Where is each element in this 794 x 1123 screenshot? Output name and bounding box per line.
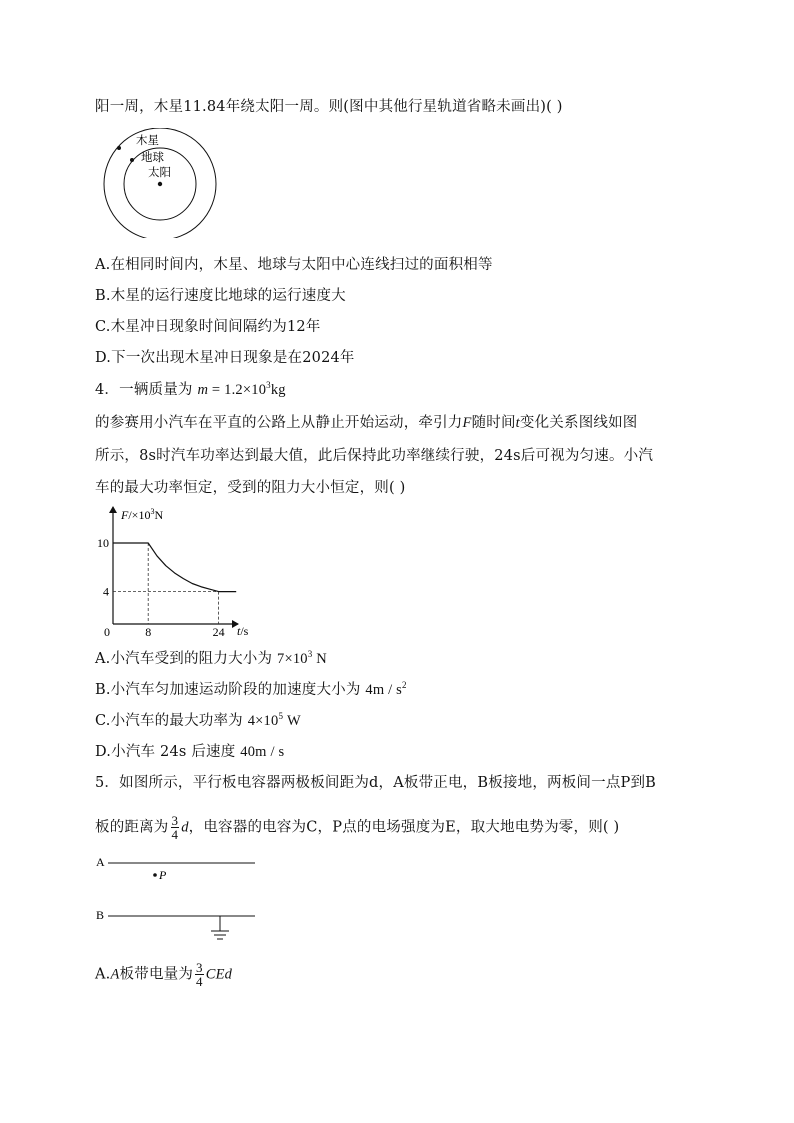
orbit-diagram xyxy=(95,128,225,238)
q4-option-a: A.小汽车受到的阻力大小为 $7\times 10^3$ N xyxy=(95,649,327,667)
point-p-dot xyxy=(153,873,157,877)
q3-stem-tail: 阳一周，木星11.84年绕太阳一周。则(图中其他行星轨道省略未画出)( ) xyxy=(95,99,563,115)
point-p-label: P xyxy=(159,868,167,882)
q3-option-c: C.木星冲日现象时间间隔约为12年 xyxy=(95,319,321,335)
q3-option-b: B.木星的运行速度比地球的运行速度大 xyxy=(95,288,346,304)
q5-stem-line2: 板的距离为 $\frac{3}{4}$ d，电容器的电容为C，P点的电场强度为E，取大地电势为零，则( ) xyxy=(95,813,620,842)
plate-a-label: A xyxy=(96,855,105,869)
jupiter-dot xyxy=(117,146,121,150)
y-tick-label-10: 10 xyxy=(97,536,109,550)
q3-option-d: D.下一次出现木星冲日现象是在2024年 xyxy=(95,350,355,366)
q5-stem-line1: 5．如图所示，平行板电容器两极板间距为d，A板带正电，B板接地，两板间一点P到B xyxy=(95,775,657,791)
jupiter-label: 木星 xyxy=(136,135,159,147)
x-tick-label-24: 24 xyxy=(212,625,225,639)
q4-stem-line3: 所示，8s时汽车功率达到最大值，此后保持此功率继续行驶，24s后可视为匀速。小汽 xyxy=(95,448,654,464)
q4-stem-line1: 4．一辆质量为 $m = 1.2\times 10^3kg$ xyxy=(95,380,286,398)
y-axis-label: $F/\times 10^3N$ xyxy=(121,507,164,522)
fraction-three-quarters: $\frac{3}{4}$ xyxy=(171,813,179,842)
q4-option-d: D.小汽车 24s 后速度 40m / s xyxy=(95,744,285,760)
q3-option-a: A.在相同时间内，木星、地球与太阳中心连线扫过的面积相等 xyxy=(95,257,493,273)
sun-dot xyxy=(158,182,162,186)
x-axis-label: t/s xyxy=(237,624,249,638)
earth-label: 地球 xyxy=(141,152,164,164)
y-tick-label-4: 4 xyxy=(103,584,109,599)
series-line-force xyxy=(113,543,236,592)
ground-symbol xyxy=(211,916,229,939)
q4-option-b: B.小汽车匀加速运动阶段的加速度大小为 $4m / s^2$ xyxy=(95,680,407,698)
origin-label: 0 xyxy=(104,625,110,639)
force-time-chart xyxy=(88,503,268,645)
fraction-three-quarters: $\frac{3}{4}$ xyxy=(196,960,203,989)
q4-option-c: C.小汽车的最大功率为 $4\times 10^5$ W xyxy=(95,711,301,729)
q5-option-a: A.A板带电量为 $\frac{3}{4}$ CEd xyxy=(95,960,233,989)
x-tick-label-8: 8 xyxy=(145,625,152,639)
plate-b-label: B xyxy=(96,908,105,922)
earth-dot xyxy=(130,158,134,162)
q4-stem-line2: 的参赛用小汽车在平直的公路上从静止开始运动，牵引力F随时间t变化关系图线如图 xyxy=(95,415,638,431)
q4-stem-line4: 车的最大功率恒定，受到的阻力大小恒定，则( ) xyxy=(95,480,406,496)
capacitor-diagram xyxy=(93,852,263,944)
sun-label: 太阳 xyxy=(148,167,171,179)
